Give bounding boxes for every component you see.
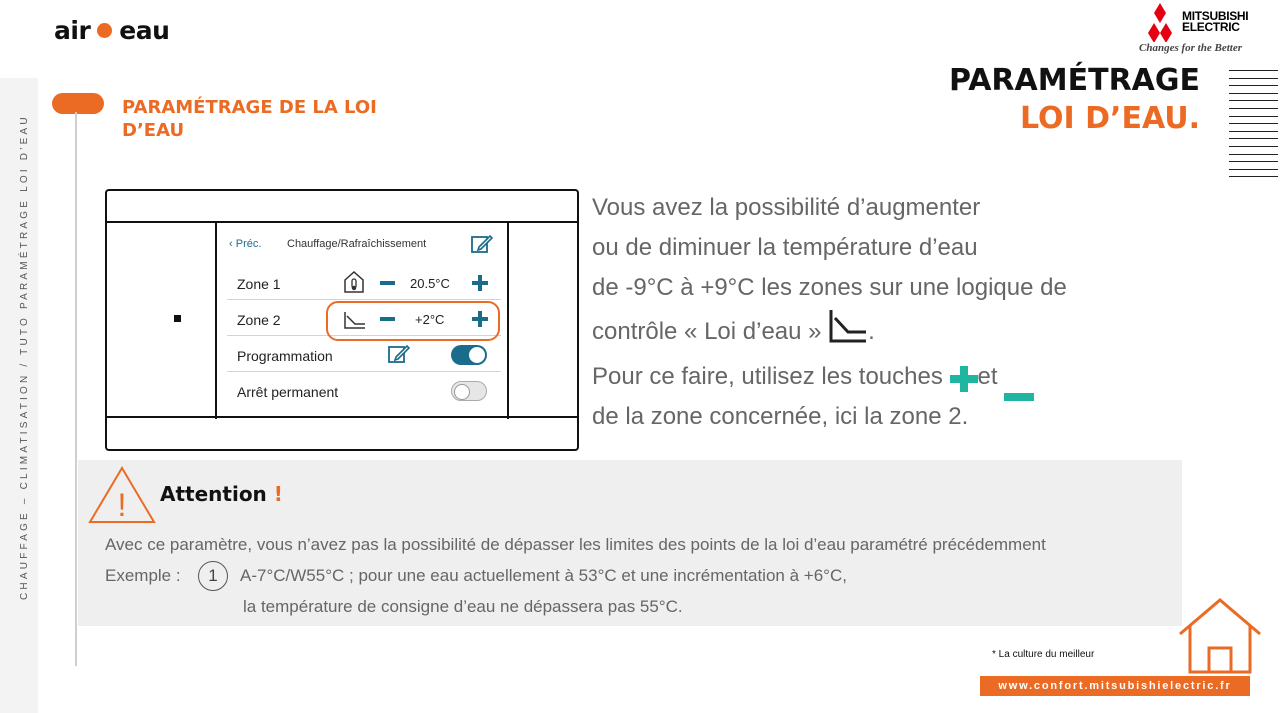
desc-line3: de -9°C à +9°C les zones sur une logique de	[592, 274, 1067, 301]
screen-header	[229, 233, 499, 257]
desc-line4: contrôle « Loi d’eau » .	[592, 308, 1172, 357]
air-eau-logo	[54, 16, 169, 45]
arret-permanent-label: Arrêt permanent	[237, 384, 339, 400]
minus-key-icon	[1004, 374, 1034, 382]
edit-icon[interactable]	[470, 233, 494, 258]
zone1-label: Zone 1	[237, 276, 281, 292]
website-link[interactable]: www.confort.mitsubishielectric.fr	[980, 676, 1250, 696]
section-vertical-line	[75, 112, 77, 666]
description-text	[592, 188, 1172, 437]
example-line2: la température de consigne d’eau ne dépassera pas 55°C.	[243, 597, 683, 616]
culture-tagline: * La culture du meilleur	[992, 649, 1095, 660]
zone1-value: 20.5°C	[410, 276, 450, 291]
screen-title: Chauffage/Rafraîchissement	[287, 238, 427, 250]
arret-permanent-toggle[interactable]	[451, 381, 487, 401]
section-title: PARAMÉTRAGE DE LA LOI D’EAU	[122, 97, 377, 141]
example-number-badge: 1	[198, 561, 228, 591]
device-led	[174, 315, 181, 322]
zone1-minus-button[interactable]	[380, 281, 395, 285]
section-pill	[52, 93, 104, 114]
menu-icon[interactable]	[1229, 70, 1278, 174]
example-label: Exemple :	[105, 566, 181, 585]
page-title	[949, 62, 1200, 138]
zone2-label: Zone 2	[237, 312, 281, 328]
programmation-label: Programmation	[237, 348, 333, 364]
zone1-row	[227, 265, 501, 300]
zone2-highlight-frame	[326, 301, 500, 341]
warning-icon	[88, 466, 156, 529]
attention-panel	[78, 460, 1182, 626]
page-title-line1: PARAMÉTRAGE	[948, 63, 1200, 98]
arret-permanent-row	[227, 373, 501, 408]
zone2-value: +2°C	[415, 312, 445, 327]
desc-line5: Pour ce faire, utilisez les touches et	[592, 357, 1172, 397]
page-title-line2: LOI D’EAU.	[1020, 101, 1200, 136]
side-breadcrumb: CHAUFFAGE – CLIMATISATION / TUTO PARAMÉTRAGE LOI D’EAU	[19, 114, 30, 600]
home-icon[interactable]	[1176, 596, 1264, 681]
programmation-toggle[interactable]	[451, 345, 487, 365]
back-button[interactable]: ‹ Préc.	[229, 238, 262, 250]
svg-text:!: !	[117, 487, 127, 523]
plus-key-icon	[950, 365, 978, 391]
desc-line2: ou de diminuer la température d’eau	[592, 234, 978, 261]
desc-line6: de la zone concernée, ici la zone 2.	[592, 403, 969, 430]
attention-title: Attention !	[160, 482, 283, 506]
logo-dot	[97, 23, 112, 38]
brand-name: MITSUBISHI ELECTRIC	[1182, 9, 1249, 34]
desc-line1: Vous avez la possibilité d’augmenter	[592, 194, 981, 221]
example-line1: A-7°C/W55°C ; pour une eau actuellement à 53°C et une incrémentation à +6°C,	[240, 566, 847, 585]
programmation-edit-icon[interactable]	[387, 343, 411, 368]
three-diamonds-icon	[1138, 2, 1182, 42]
attention-text: Avec ce paramètre, vous n’avez pas la possibilité de dépasser les limites des points de la loi d’eau paramétré précédemment	[105, 535, 1046, 554]
programmation-row	[227, 337, 501, 372]
logo-left-text: air	[54, 16, 91, 45]
brand-tagline: Changes for the Better	[1139, 42, 1242, 54]
water-law-curve-icon	[828, 308, 868, 357]
mitsubishi-logo	[1138, 2, 1268, 56]
zone1-plus-button[interactable]	[472, 275, 488, 291]
logo-right-text: eau	[119, 16, 170, 45]
thermometer-home-icon	[343, 270, 365, 297]
